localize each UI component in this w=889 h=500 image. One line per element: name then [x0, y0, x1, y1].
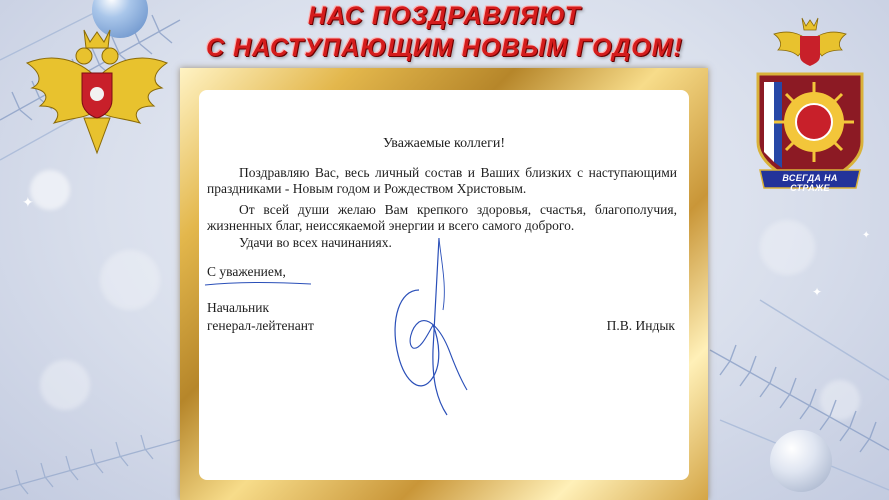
star-icon: ✦	[862, 230, 871, 241]
star-icon: ✦	[812, 285, 823, 299]
christmas-ball-icon	[770, 430, 832, 492]
letter-paragraph-text: От всей души желаю Вам крепкого здоровья, счастья, благополучия, жизненных благ, неиссякаемой энергии и всего самого доброго.	[207, 202, 677, 233]
fir-branch-icon	[0, 400, 180, 500]
snow-bokeh	[100, 250, 160, 310]
letter	[199, 90, 689, 480]
letter-greeting: Уважаемые коллеги!	[382, 136, 506, 151]
signatory-name: П.В. Индык	[606, 318, 675, 333]
signatory-position-line-1: Начальник	[207, 300, 270, 315]
signature	[389, 230, 479, 420]
banner-line-2: С НАСТУПАЮЩИМ НОВЫМ ГОДОМ!	[206, 34, 683, 62]
emblem-motto: ВСЕГДА НА СТРАЖЕ	[782, 173, 838, 193]
eagle-emblem-icon	[22, 18, 172, 158]
letter-paragraph	[207, 165, 677, 197]
snow-bokeh	[30, 170, 70, 210]
star-icon: ✦	[22, 195, 34, 211]
banner-line-1: НАС ПОЗДРАВЛЯЮТ	[307, 2, 582, 30]
signatory-position-line-2: генерал-лейтенант	[207, 318, 314, 333]
snow-bokeh	[760, 220, 815, 275]
letter-paragraph-text: Поздравляю Вас, весь личный состав и Ваших близких с наступающими праздниками - Новым годом и Рождеством Христовым.	[207, 165, 677, 196]
closing-underline	[203, 280, 313, 288]
letter-closing: С уважением,	[207, 264, 286, 279]
shield-emblem-icon	[752, 12, 868, 192]
letter-paragraph-text: Удачи во всех начинаниях.	[239, 235, 392, 250]
